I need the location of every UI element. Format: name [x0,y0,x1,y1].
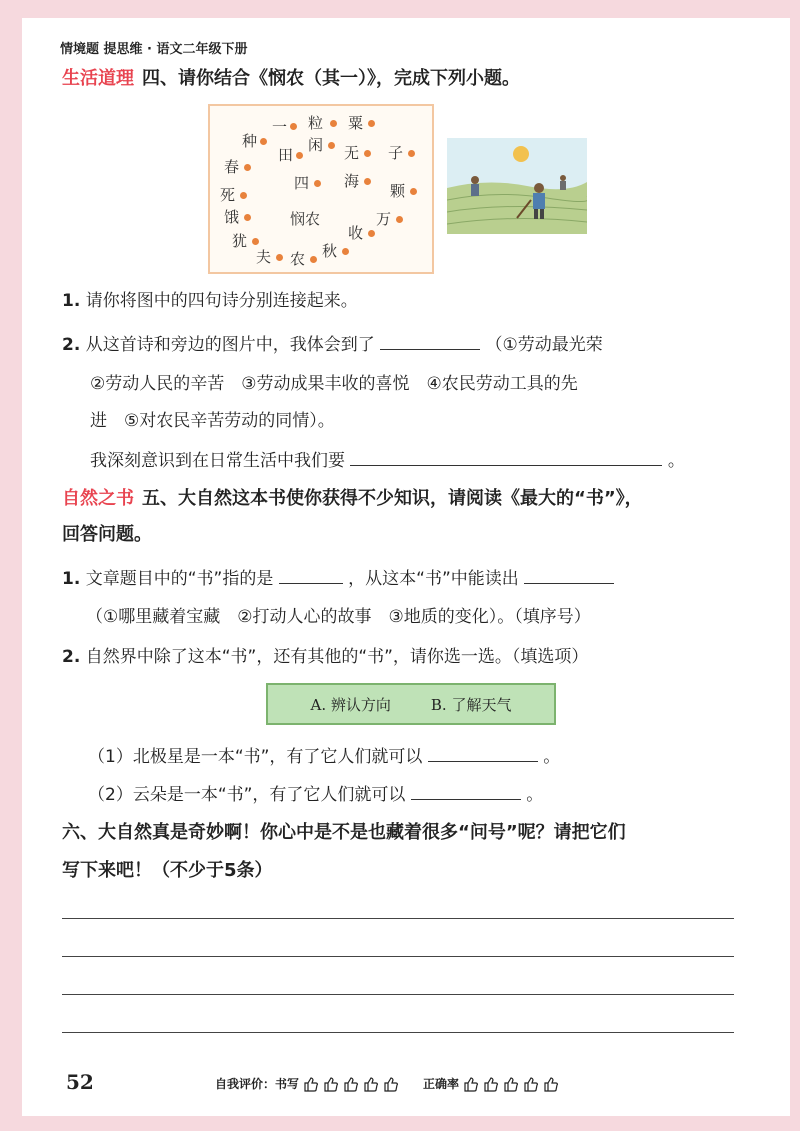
connect-dot[interactable] [240,192,247,199]
connect-dot[interactable] [342,248,349,255]
thumb-icon[interactable] [323,1076,339,1092]
answer-blank[interactable] [350,447,662,466]
q-text: 文章题目中的“书”指的是 [85,569,274,589]
poem-char[interactable]: 种 [242,132,258,150]
q-text: 。 [526,785,544,805]
answer-blank[interactable] [380,331,480,350]
thumb-icon[interactable] [303,1076,319,1092]
poem-char[interactable]: 悯农 [290,210,321,228]
s5-question-1 [62,564,614,589]
poem-char[interactable]: 粟 [348,114,364,132]
connect-dot[interactable] [244,214,251,221]
q-text: 我深刻意识到在日常生活中我们要 [90,451,345,471]
connect-dot[interactable] [368,230,375,237]
section5-title-cont: 回答问题。 [62,524,152,545]
thumb-icon[interactable] [503,1076,519,1092]
thumb-icon[interactable] [343,1076,359,1092]
s4-q2-options-cont: 进 ⑤对农民辛苦劳动的同情）。 [90,411,335,431]
connect-dot[interactable] [408,150,415,157]
q-number: 1. [62,291,81,311]
q-text: （①劳动最光荣 [485,335,603,355]
section5-heading [62,484,643,510]
poem-char[interactable]: 四 [294,174,310,192]
poem-char[interactable]: 海 [344,172,360,190]
section6-title: 六、大自然真是奇妙啊！你心中是不是也藏着很多“问号”呢？请把它们 [62,822,626,843]
connect-dot[interactable] [260,138,267,145]
farmers-illustration [447,138,587,234]
thumb-icon[interactable] [463,1076,479,1092]
connect-dot[interactable] [330,120,337,127]
poem-connect-box[interactable] [208,104,434,274]
s4-question-1 [62,286,358,311]
s5-question-2 [62,642,588,667]
q-number: 2. [62,335,81,355]
answer-blank[interactable] [411,781,521,800]
answer-blank[interactable] [524,565,614,584]
section4-title: 四、请你结合《悯农（其一）》，完成下列小题。 [142,68,520,89]
q-text: 自然界中除了这本“书”，还有其他的“书”，请你选一选。（填选项） [85,647,589,667]
connect-dot[interactable] [252,238,259,245]
poem-char[interactable]: 无 [344,144,360,162]
s5-q1-options: （①哪里藏着宝藏 ②打动人心的故事 ③地质的变化）。（填序号） [86,607,591,627]
q-number: 2. [62,647,81,667]
s5-sub-2 [88,780,543,805]
self-eval-label: 自我评价：书写 [215,1077,300,1091]
section6-title-cont: 写下来吧！（不少于5条） [62,860,273,881]
q-text: 从这首诗和旁边的图片中，我体会到了 [85,335,375,355]
poem-char[interactable]: 秋 [322,242,338,260]
connect-dot[interactable] [296,152,303,159]
connect-dot[interactable] [328,142,335,149]
connect-dot[interactable] [396,216,403,223]
q-text: （1）北极星是一本“书”，有了它人们就可以 [88,747,423,767]
poem-char[interactable]: 犹 [232,232,248,250]
poem-char[interactable]: 万 [376,210,392,228]
connect-dot[interactable] [410,188,417,195]
section5-title: 五、大自然这本书使你获得不少知识，请阅读《最大的“书”》， [142,488,643,509]
s4-q2-reflection [90,446,685,471]
q-text: 请你将图中的四句诗分别连接起来。 [85,291,358,311]
connect-dot[interactable] [276,254,283,261]
writing-line[interactable] [62,1032,734,1033]
section4-tag: 生活道理 [62,68,134,89]
poem-char[interactable]: 一 [272,118,288,136]
q-text: 。 [543,747,561,767]
poem-char[interactable]: 田 [278,146,294,164]
writing-line[interactable] [62,956,734,957]
q-text: （2）云朵是一本“书”，有了它人们就可以 [88,785,406,805]
thumb-icon[interactable] [363,1076,379,1092]
connect-dot[interactable] [368,120,375,127]
connect-dot[interactable] [290,123,297,130]
answer-blank[interactable] [279,565,343,584]
thumb-icon[interactable] [383,1076,399,1092]
s5-sub-1 [88,742,560,767]
answer-blank[interactable] [428,743,538,762]
page-number: 52 [66,1070,94,1094]
poem-char[interactable]: 闲 [308,136,324,154]
accuracy-label: 正确率 [423,1077,460,1091]
choice-box [266,683,556,725]
writing-line[interactable] [62,918,734,919]
writing-line[interactable] [62,994,734,995]
s4-question-2 [62,330,603,355]
poem-char[interactable]: 死 [220,186,236,204]
connect-dot[interactable] [314,180,321,187]
poem-char[interactable]: 夫 [256,248,272,266]
poem-char[interactable]: 收 [348,224,364,242]
connect-dot[interactable] [364,150,371,157]
section4-heading [62,64,520,90]
self-evaluation [215,1075,559,1092]
book-title: 情境题 提思维 · 语文二年级下册 [60,42,248,57]
thumb-icon[interactable] [483,1076,499,1092]
choice-a[interactable]: A. 辨认方向 [310,695,391,714]
choice-b[interactable]: B. 了解天气 [430,695,512,714]
q-text: 。 [667,451,685,471]
poem-char[interactable]: 粒 [308,114,324,132]
thumb-icon[interactable] [523,1076,539,1092]
q-number: 1. [62,569,81,589]
thumb-icon[interactable] [543,1076,559,1092]
q-text: ，从这本“书”中能读出 [348,569,519,589]
poem-char[interactable]: 颗 [390,182,406,200]
poem-char[interactable]: 春 [224,158,240,176]
s4-q2-options: ②劳动人民的辛苦 ③劳动成果丰收的喜悦 ④农民劳动工具的先 [90,374,578,394]
poem-char[interactable]: 子 [388,144,404,162]
poem-char[interactable]: 饿 [224,208,240,226]
connect-dot[interactable] [310,256,317,263]
connect-dot[interactable] [364,178,371,185]
poem-char[interactable]: 农 [290,250,306,268]
connect-dot[interactable] [244,164,251,171]
section5-tag: 自然之书 [62,488,134,509]
